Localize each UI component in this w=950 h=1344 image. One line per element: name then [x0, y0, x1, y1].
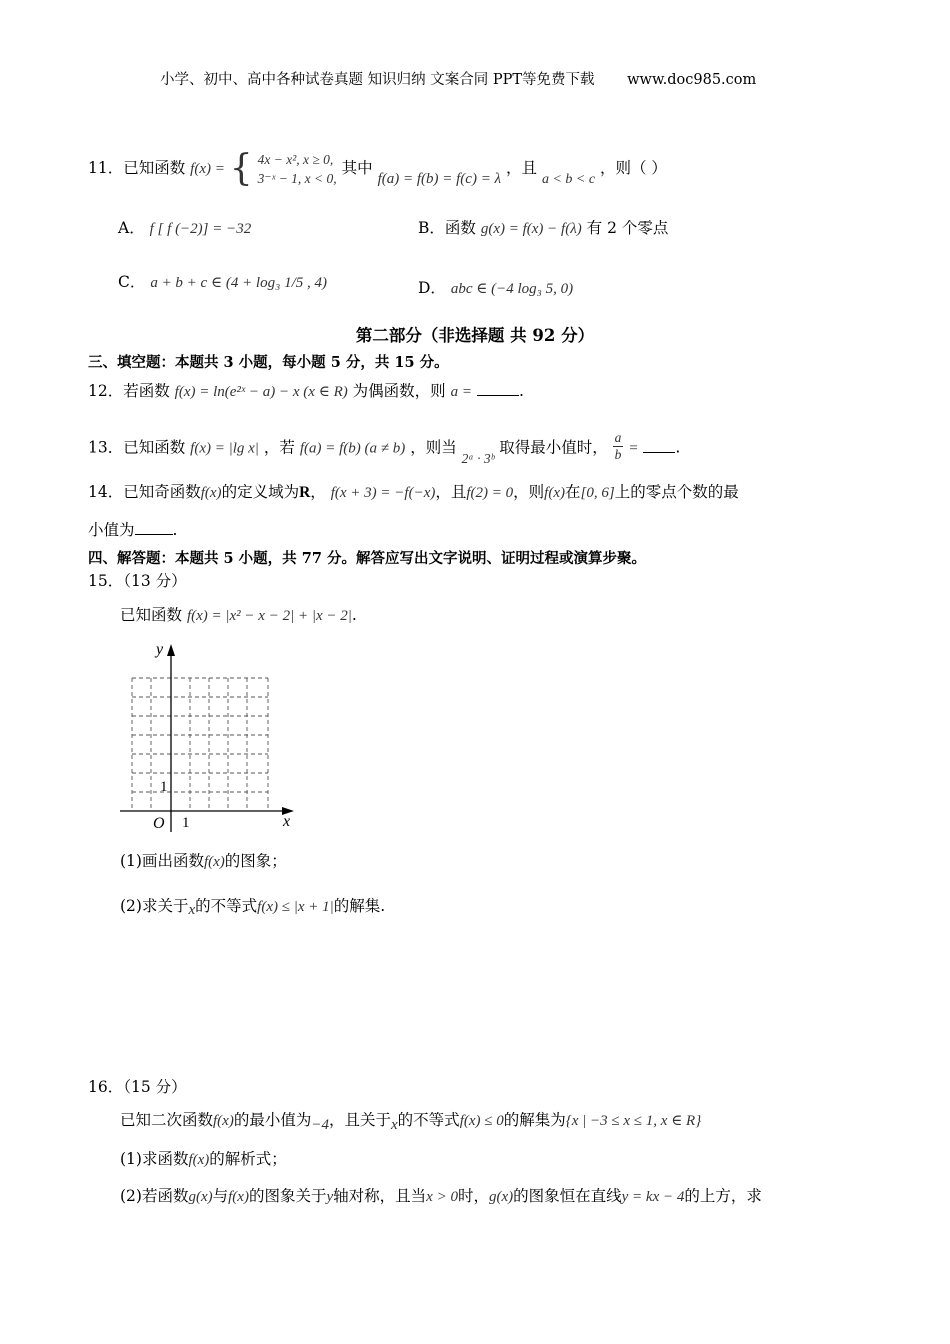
q15-part-1: [120, 851, 287, 872]
option-b-label: B．函数: [418, 219, 476, 237]
section-4-title: 四、解答题：本题共 5 小题，共 77 分。解答应写出文字说明、证明过程或演算步聚。: [88, 550, 646, 567]
q12-tail: 为偶函数，则: [352, 382, 446, 400]
q16-text-e: 的解集为: [503, 1111, 566, 1129]
q16-part-2-a: (2)若函数: [120, 1187, 189, 1205]
q15-statement: [120, 605, 357, 626]
q11-lead: 11．已知函数: [88, 159, 186, 177]
coordinate-grid: [118, 636, 302, 836]
q11-equal: f(a) = f(b) = f(c) = λ: [377, 171, 502, 187]
y-axis-label: y: [156, 641, 164, 658]
q15-math: f(x) = |x² − x − 2| + |x − 2|: [186, 608, 352, 624]
q14-text-5: 在: [565, 483, 581, 501]
q16-part-2-math-1: g(x): [188, 1189, 213, 1205]
x-tick-label: 1: [182, 815, 190, 831]
q16-part-1-math: f(x): [188, 1152, 210, 1168]
q13-mid-2: ，则当: [410, 438, 457, 457]
q16-number: 16．（15 分）: [88, 1078, 187, 1096]
q16-math-4: f(x) ≤ 0: [459, 1113, 504, 1129]
q16-math-2: −4: [311, 1117, 329, 1133]
q14-end: .: [172, 521, 178, 539]
q16-part-2: [120, 1186, 762, 1207]
q14-math-3: f(2) = 0: [466, 485, 514, 501]
q16-part-2-b: 与: [212, 1187, 229, 1205]
q13-mid: ，若: [263, 438, 295, 457]
q12-math: f(x) = ln(e²ˣ − a) − x (x ∈ R): [174, 384, 348, 400]
q16-text-d: 的不等式: [397, 1111, 460, 1129]
q14-text-6: 上的零点个数的最: [614, 483, 739, 501]
q15-part-1-math: f(x): [203, 854, 225, 870]
q14-line-2: 小值为: [88, 521, 135, 539]
q15-part-1-a: (1)画出函数: [120, 852, 204, 870]
q12-lead: 12．若函数: [88, 382, 170, 400]
q16-part-2-math-5: g(x): [488, 1189, 514, 1205]
option-c-label: C．: [118, 273, 146, 291]
q16-part-1-a: (1)求函数: [120, 1150, 189, 1168]
q16-math-3: x: [391, 1117, 398, 1133]
q13-lead: 13．已知函数: [88, 438, 186, 457]
q15-part-2: [120, 896, 385, 917]
q13-mid-3: 取得最小值时，: [499, 438, 608, 457]
question-14-line-2: [88, 520, 177, 540]
q11-qizhong: 其中: [341, 159, 373, 177]
q14-text-1: 的定义域为: [221, 483, 300, 501]
q16-part-2-math-3: y: [326, 1189, 334, 1205]
q16-math-5: {x | −3 ≤ x ≤ 1, x ∈ R}: [565, 1113, 702, 1129]
q15-part-2-b: 的不等式: [195, 897, 258, 915]
q16-part-1: [120, 1149, 287, 1170]
q13-math-3: 2ᵃ · 3ᵇ: [461, 450, 495, 466]
question-14: [88, 482, 739, 503]
q13-eq: =: [628, 440, 639, 457]
q14-math-5: [0, 6]: [580, 485, 615, 501]
question-11: [88, 150, 667, 188]
q11-option-d: [418, 278, 573, 299]
q16-math-1: f(x): [213, 1113, 234, 1129]
q15-part-2-a: (2)求关于: [120, 897, 189, 915]
q16-text-a: 已知二次函数: [120, 1111, 214, 1129]
header-url: www.doc985.com: [627, 72, 757, 88]
q16-statement: [120, 1110, 701, 1131]
q15-part-2-var: x: [188, 902, 196, 918]
q13-answer-blank[interactable]: [643, 438, 675, 453]
x-axis-label: x: [283, 813, 291, 830]
q16-text-c: ，且关于: [328, 1111, 391, 1129]
q11-option-c: [118, 272, 327, 293]
header-text: 小学、初中、高中各种试卷真题 知识归纳 文案合同 PPT等免费下载: [160, 72, 595, 88]
q11-case-2: 3⁻ˣ − 1, x < 0,: [257, 171, 337, 186]
q16-part-2-f: 的图象恒在直线: [513, 1187, 622, 1205]
q16-part-2-g: 的上方，求: [684, 1187, 762, 1205]
q11-piecewise: [258, 150, 337, 188]
option-c-math: a + b + c ∈ (4 + log₃ 1/5 , 4): [150, 275, 327, 291]
option-d-label: D．: [418, 279, 446, 297]
q16-part-2-math-6: y = kx − 4: [621, 1189, 685, 1205]
q13-math-2: f(a) = f(b) (a ≠ b): [299, 440, 406, 457]
q14-math-1: f(x): [200, 485, 222, 501]
q11-fx: f(x) =: [190, 161, 225, 177]
q16-text-b: 的最小值为: [233, 1111, 312, 1129]
q16-part-2-e: 时，: [457, 1187, 489, 1205]
q14-reals: R: [299, 484, 311, 501]
q15-lead: 已知函数: [120, 606, 183, 624]
question-13: [88, 432, 680, 465]
q12-var: a =: [450, 384, 472, 400]
option-d-math: abc ∈ (−4 log₃ 5, 0): [450, 281, 574, 297]
q11-option-b: [418, 218, 668, 239]
q13-fraction: [613, 430, 624, 463]
q13-end: .: [675, 438, 681, 457]
option-a-math: f [ f (−2)] = −32: [149, 221, 252, 237]
q13-fraction-denominator: b: [614, 447, 622, 462]
q14-lead: 14．已知奇函数: [88, 483, 201, 501]
grid-lines: [132, 678, 268, 809]
q16-part-2-d: 轴对称，且当: [333, 1187, 427, 1205]
page-header: [160, 70, 756, 90]
q15-part-1-b: 的图象；: [224, 852, 287, 870]
q14-text-2: ，: [310, 483, 326, 501]
option-b-math: g(x) = f(x) − f(λ): [480, 221, 582, 237]
q11-ze: ，则（ ）: [600, 159, 667, 177]
q14-answer-blank[interactable]: [135, 520, 173, 535]
q13-math-1: f(x) = |lg x|: [190, 440, 259, 457]
q15-number: 15．（13 分）: [88, 572, 187, 590]
q14-math-4: f(x): [544, 485, 565, 501]
q14-text-4: ，则: [513, 483, 545, 501]
part-two-title: 第二部分（非选择题 共 92 分）: [355, 326, 595, 345]
y-axis-arrow: [167, 644, 175, 656]
q14-math-2: f(x + 3) = −f(−x): [330, 485, 436, 501]
q12-answer-blank[interactable]: [477, 381, 519, 396]
q11-option-a: [118, 218, 251, 239]
section-3-title: 三、填空题：本题共 3 小题，每小题 5 分，共 15 分。: [88, 354, 449, 371]
origin-label: O: [153, 815, 165, 832]
q11-qie: ，且: [506, 159, 538, 177]
q15-end: .: [351, 606, 357, 624]
q13-fraction-numerator: a: [614, 430, 622, 445]
y-tick-label: 1: [160, 779, 168, 795]
q15-part-2-c: 的解集.: [333, 897, 386, 915]
q15-part-2-math: f(x) ≤ |x + 1|: [257, 899, 334, 915]
q11-order: a < b < c: [541, 172, 596, 187]
q11-case-1: 4x − x², x ≥ 0,: [257, 152, 334, 167]
q16-part-2-c: 的图象关于: [248, 1187, 327, 1205]
q16-part-2-math-4: x > 0: [426, 1189, 458, 1205]
option-a-label: A．: [118, 219, 145, 237]
q14-text-3: ，且: [435, 483, 467, 501]
q16-part-1-b: 的解析式；: [209, 1150, 287, 1168]
option-b-tail: 有 2 个零点: [586, 219, 669, 237]
q16-part-2-math-2: f(x): [228, 1189, 249, 1205]
question-12: [88, 381, 524, 402]
q12-end: .: [518, 382, 524, 400]
piecewise-brace: {: [229, 148, 253, 189]
